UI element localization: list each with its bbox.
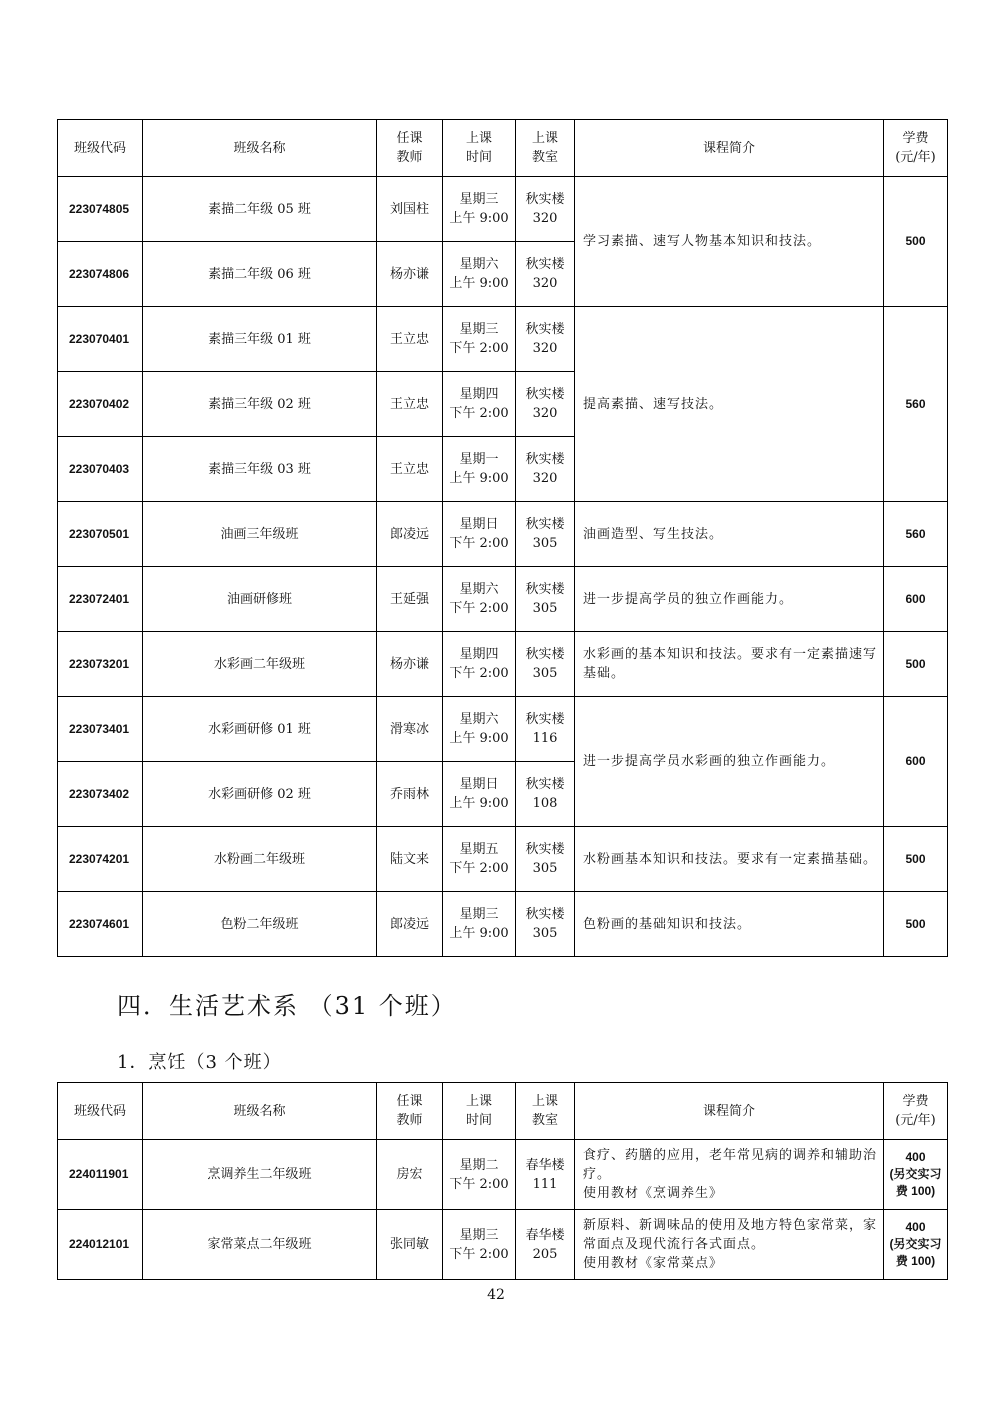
classroom: 秋实楼 305 xyxy=(516,502,575,567)
section-title: 四．生活艺术系 （31 个班） xyxy=(117,992,457,1020)
tuition-fee: 600 xyxy=(884,697,948,827)
header-code: 班级代码 xyxy=(58,1083,143,1140)
class-name: 色粉二年级班 xyxy=(143,892,377,957)
course-intro: 食疗、药膳的应用，老年常见病的调养和辅助治疗。 使用教材《烹调养生》 xyxy=(575,1140,884,1210)
class-time: 星期三 下午 2:00 xyxy=(443,307,516,372)
class-code: 224012101 xyxy=(58,1210,143,1280)
class-code: 223072401 xyxy=(58,567,143,632)
tuition-fee: 400 (另交实习 费 100) xyxy=(884,1210,948,1280)
teacher: 乔雨林 xyxy=(377,762,443,827)
course-intro: 水粉画基本知识和技法。要求有一定素描基础。 xyxy=(575,827,884,892)
class-time: 星期日 下午 2:00 xyxy=(443,502,516,567)
header-room: 上课 教室 xyxy=(516,1083,575,1140)
classroom: 秋实楼 320 xyxy=(516,307,575,372)
class-name: 油画研修班 xyxy=(143,567,377,632)
class-time: 星期四 下午 2:00 xyxy=(443,632,516,697)
class-name: 素描三年级 01 班 xyxy=(143,307,377,372)
teacher: 房宏 xyxy=(377,1140,443,1210)
class-name: 油画三年级班 xyxy=(143,502,377,567)
classroom: 秋实楼 108 xyxy=(516,762,575,827)
classroom: 秋实楼 305 xyxy=(516,632,575,697)
header-name: 班级名称 xyxy=(143,120,377,177)
teacher: 杨亦谦 xyxy=(377,632,443,697)
table-row xyxy=(58,177,948,242)
tuition-fee: 500 xyxy=(884,632,948,697)
class-time: 星期六 下午 2:00 xyxy=(443,567,516,632)
class-time: 星期六 上午 9:00 xyxy=(443,697,516,762)
classroom: 秋实楼 320 xyxy=(516,242,575,307)
class-code: 224011901 xyxy=(58,1140,143,1210)
table-header-row xyxy=(58,120,948,177)
classroom: 秋实楼 320 xyxy=(516,372,575,437)
class-time: 星期日 上午 9:00 xyxy=(443,762,516,827)
course-intro: 学习素描、速写人物基本知识和技法。 xyxy=(575,177,884,307)
classroom: 秋实楼 320 xyxy=(516,437,575,502)
class-code: 223073401 xyxy=(58,697,143,762)
class-name: 素描三年级 02 班 xyxy=(143,372,377,437)
header-time: 上课 时间 xyxy=(443,1083,516,1140)
class-name: 水彩画研修 02 班 xyxy=(143,762,377,827)
class-code: 223074805 xyxy=(58,177,143,242)
class-name: 水彩画二年级班 xyxy=(143,632,377,697)
table-row xyxy=(58,697,948,762)
class-code: 223070403 xyxy=(58,437,143,502)
tuition-fee: 560 xyxy=(884,307,948,502)
teacher: 杨亦谦 xyxy=(377,242,443,307)
class-time: 星期三 上午 9:00 xyxy=(443,177,516,242)
course-table-cooking xyxy=(57,1082,948,1280)
table-row xyxy=(58,892,948,957)
class-name: 素描三年级 03 班 xyxy=(143,437,377,502)
class-code: 223074806 xyxy=(58,242,143,307)
class-time: 星期二 下午 2:00 xyxy=(443,1140,516,1210)
tuition-fee: 500 xyxy=(884,892,948,957)
header-fee: 学费 (元/年) xyxy=(884,120,948,177)
classroom: 春华楼 111 xyxy=(516,1140,575,1210)
table-row xyxy=(58,502,948,567)
classroom: 秋实楼 305 xyxy=(516,892,575,957)
tuition-fee: 400 (另交实习 费 100) xyxy=(884,1140,948,1210)
table-header-row xyxy=(58,1083,948,1140)
classroom: 秋实楼 116 xyxy=(516,697,575,762)
teacher: 王立忠 xyxy=(377,437,443,502)
teacher: 滑寒冰 xyxy=(377,697,443,762)
teacher: 王立忠 xyxy=(377,307,443,372)
header-teacher: 任课 教师 xyxy=(377,120,443,177)
class-time: 星期六 上午 9:00 xyxy=(443,242,516,307)
teacher: 刘国柱 xyxy=(377,177,443,242)
course-intro: 水彩画的基本知识和技法。要求有一定素描速写基础。 xyxy=(575,632,884,697)
course-intro: 色粉画的基础知识和技法。 xyxy=(575,892,884,957)
class-code: 223074201 xyxy=(58,827,143,892)
tuition-fee: 500 xyxy=(884,827,948,892)
class-name: 水粉画二年级班 xyxy=(143,827,377,892)
course-intro: 新原料、新调味品的使用及地方特色家常菜，家常面点及现代流行各式面点。 使用教材《家常菜点》 xyxy=(575,1210,884,1280)
header-code: 班级代码 xyxy=(58,120,143,177)
class-name: 水彩画研修 01 班 xyxy=(143,697,377,762)
class-name: 素描二年级 05 班 xyxy=(143,177,377,242)
table-row xyxy=(58,827,948,892)
table-row xyxy=(58,632,948,697)
page-number: 42 xyxy=(487,1287,505,1303)
course-intro: 提高素描、速写技法。 xyxy=(575,307,884,502)
class-code: 223073402 xyxy=(58,762,143,827)
header-fee: 学费 (元/年) xyxy=(884,1083,948,1140)
course-intro: 进一步提高学员水彩画的独立作画能力。 xyxy=(575,697,884,827)
teacher: 王立忠 xyxy=(377,372,443,437)
class-time: 星期三 下午 2:00 xyxy=(443,1210,516,1280)
classroom: 秋实楼 305 xyxy=(516,827,575,892)
class-name: 素描二年级 06 班 xyxy=(143,242,377,307)
table-row xyxy=(58,1140,948,1210)
classroom: 秋实楼 320 xyxy=(516,177,575,242)
teacher: 郎凌远 xyxy=(377,502,443,567)
table-row xyxy=(58,307,948,372)
tuition-fee: 600 xyxy=(884,567,948,632)
classroom: 秋实楼 305 xyxy=(516,567,575,632)
class-time: 星期一 上午 9:00 xyxy=(443,437,516,502)
course-intro: 进一步提高学员的独立作画能力。 xyxy=(575,567,884,632)
class-time: 星期四 下午 2:00 xyxy=(443,372,516,437)
tuition-fee: 500 xyxy=(884,177,948,307)
class-code: 223070501 xyxy=(58,502,143,567)
header-name: 班级名称 xyxy=(143,1083,377,1140)
class-name: 烹调养生二年级班 xyxy=(143,1140,377,1210)
table-row xyxy=(58,567,948,632)
class-code: 223070401 xyxy=(58,307,143,372)
teacher: 张同敏 xyxy=(377,1210,443,1280)
class-name: 家常菜点二年级班 xyxy=(143,1210,377,1280)
course-intro: 油画造型、写生技法。 xyxy=(575,502,884,567)
teacher: 陆文来 xyxy=(377,827,443,892)
tuition-fee: 560 xyxy=(884,502,948,567)
class-time: 星期五 下午 2:00 xyxy=(443,827,516,892)
class-time: 星期三 上午 9:00 xyxy=(443,892,516,957)
header-intro: 课程简介 xyxy=(575,1083,884,1140)
teacher: 郎凌远 xyxy=(377,892,443,957)
header-time: 上课 时间 xyxy=(443,120,516,177)
class-code: 223074601 xyxy=(58,892,143,957)
header-intro: 课程简介 xyxy=(575,120,884,177)
table-row xyxy=(58,1210,948,1280)
header-teacher: 任课 教师 xyxy=(377,1083,443,1140)
subsection-title: 1．烹饪（3 个班） xyxy=(117,1052,282,1073)
course-table-art xyxy=(57,119,948,957)
class-code: 223073201 xyxy=(58,632,143,697)
class-code: 223070402 xyxy=(58,372,143,437)
header-room: 上课 教室 xyxy=(516,120,575,177)
teacher: 王延强 xyxy=(377,567,443,632)
classroom: 春华楼 205 xyxy=(516,1210,575,1280)
